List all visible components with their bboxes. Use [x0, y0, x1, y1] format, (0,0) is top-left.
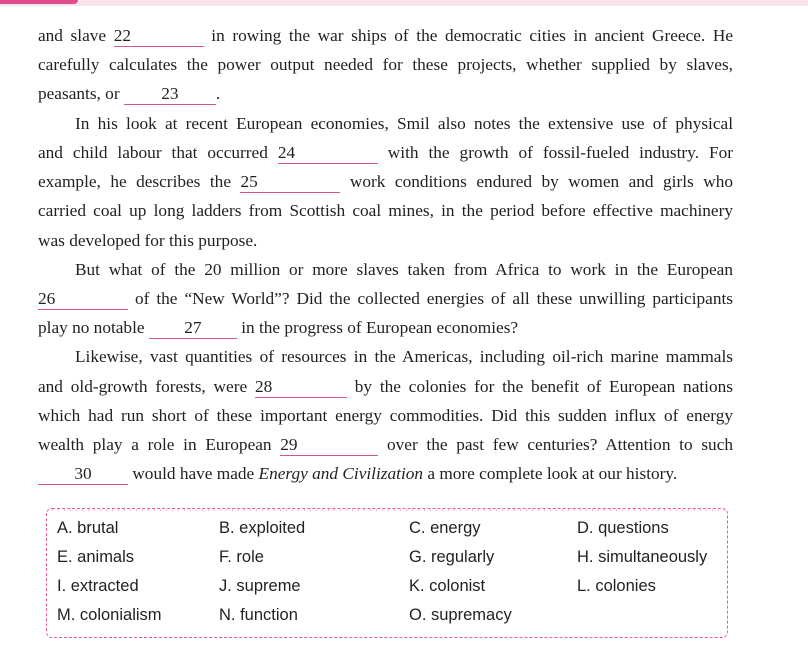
passage-line: carefully calculates the power output needed for these projects, whether supplied by slaves, — [38, 55, 733, 74]
blank-28[interactable]: 28 — [255, 377, 347, 398]
top-bar — [0, 0, 808, 6]
passage-line: Likewise, vast quantities of resources in the Americas, including oil-rich marine mammals — [75, 347, 733, 366]
option-a[interactable]: A. brutal — [57, 519, 119, 537]
option-g[interactable]: G. regularly — [409, 548, 495, 566]
option-m[interactable]: M. colonialism — [57, 606, 162, 624]
blank-27[interactable]: 27 — [149, 318, 237, 339]
passage-line: 26 of the “New World”? Did the collected energies of all these unwilling participants — [38, 289, 733, 308]
option-n[interactable]: N. function — [219, 606, 298, 624]
passage-line: example, he describes the 25 work conditions endured by women and girls who — [38, 172, 733, 191]
option-i[interactable]: I. extracted — [57, 577, 139, 595]
options-box — [46, 508, 728, 638]
blank-25[interactable]: 25 — [240, 172, 340, 193]
blank-29[interactable]: 29 — [280, 435, 378, 456]
passage-line: and slave 22 in rowing the war ships of the democratic cities in ancient Greece. He — [38, 26, 733, 45]
blank-30[interactable]: 30 — [38, 464, 128, 485]
passage-line: wealth play a role in European 29 over the past few centuries? Attention to such — [38, 435, 734, 454]
option-c[interactable]: C. energy — [409, 519, 481, 537]
option-b[interactable]: B. exploited — [219, 519, 306, 537]
passage-line: was developed for this purpose. — [38, 231, 258, 250]
option-d[interactable]: D. questions — [577, 519, 669, 537]
book-title: Energy and Civilization — [258, 464, 424, 483]
passage-line: In his look at recent European economies, Smil also notes the extensive use of physical — [75, 114, 733, 133]
option-j[interactable]: J. supreme — [219, 577, 301, 595]
option-e[interactable]: E. animals — [57, 548, 135, 566]
passage-line: But what of the 20 million or more slaves taken from Africa to work in the European — [75, 260, 733, 279]
option-k[interactable]: K. colonist — [409, 577, 486, 595]
passage-line: carried coal up long ladders from Scottish coal mines, in the period before effective machinery — [38, 201, 733, 220]
blank-24[interactable]: 24 — [278, 143, 378, 164]
blank-23[interactable]: 23 — [124, 84, 216, 105]
blank-26[interactable]: 26 — [38, 289, 128, 310]
passage-line: and old-growth forests, were 28 by the colonies for the benefit of European nations — [38, 377, 733, 396]
blank-22[interactable]: 22 — [114, 26, 204, 47]
option-o[interactable]: O. supremacy — [409, 606, 512, 624]
passage-line: which had run short of these important energy commodities. Did this sudden influx of energy — [38, 406, 733, 425]
passage-line: 30 would have made Energy and Civilization a more complete look at our history. — [38, 463, 677, 485]
passage-line: play no notable 27 in the progress of European economies? — [38, 318, 519, 337]
option-l[interactable]: L. colonies — [577, 577, 656, 595]
option-f[interactable]: F. role — [219, 548, 264, 566]
passage-line: and child labour that occurred 24 with the growth of fossil-fueled industry. For — [38, 143, 733, 162]
option-h[interactable]: H. simultaneously — [577, 548, 708, 566]
top-bar-accent — [0, 0, 78, 4]
passage-line: peasants, or 23 . — [38, 84, 221, 103]
